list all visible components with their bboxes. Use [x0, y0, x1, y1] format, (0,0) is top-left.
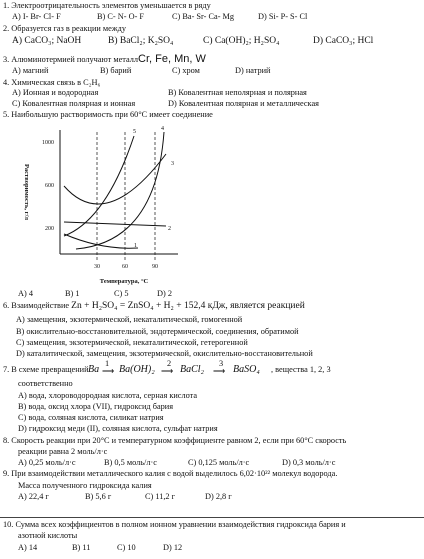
q7-scheme: [88, 360, 298, 378]
q7-arrow-label-3: 3: [219, 359, 224, 368]
q6-equation: Zn + H₂SO₄ = ZnSO₄ + H₂ + 152,4 кДж, является реакцией: [71, 301, 305, 311]
q10-option-a[interactable]: A) 14: [18, 543, 38, 552]
curve-label-2: 2: [168, 226, 171, 232]
q1-option-d[interactable]: D) Si- P- S- Cl: [258, 12, 308, 21]
chart-xtick-60: 60: [122, 264, 128, 270]
q4-option-d[interactable]: D) Ковалентная полярная и металлическая: [168, 99, 319, 108]
curve-4: [76, 132, 164, 249]
q4-option-b[interactable]: B) Ковалентная неполярная и полярная: [168, 88, 307, 97]
q2-text: 2. Образуется газ в реакции между: [3, 24, 126, 33]
q8-option-b[interactable]: B) 0,5 моль/л·с: [104, 458, 157, 467]
solubility-chart-svg: [16, 122, 186, 290]
q1-text: 1. Электроотрицательность элементов уменьшается в ряду: [3, 1, 211, 10]
q7-arrow-label-2: 2: [167, 359, 172, 368]
curve-2: [64, 222, 166, 226]
q3-text: [3, 54, 206, 65]
q7-arrow-3: ⟶: [213, 367, 225, 376]
q8-option-a[interactable]: A) 0,25 моль/л·с: [18, 458, 76, 467]
q5-text: 5. Наибольшую растворимость при 60°C имеет соединение: [3, 110, 213, 119]
q1-option-a[interactable]: A) I- Br- Cl- F: [12, 12, 61, 21]
q5-option-d[interactable]: D) 2: [157, 289, 172, 298]
chart-xlabel: Температура, °C: [99, 278, 149, 285]
q7-option-c[interactable]: C) вода, соляная кислота, силикат натрия: [18, 413, 164, 422]
q7-after: , вещества 1, 2, 3: [271, 365, 331, 374]
chart-ytick-200: 200: [45, 226, 54, 232]
q7-option-b[interactable]: B) вода, оксид хлора (VII), гидроксид бария: [18, 402, 174, 411]
q7-arrow-1: ⟶: [102, 367, 114, 376]
q6-option-a[interactable]: A) замещения, экзотермической, некаталитической, гомогенной: [16, 315, 243, 324]
q7-scheme-ba: Ba: [88, 364, 100, 375]
curve-label-1: 1: [134, 243, 137, 249]
curve-1: [64, 234, 138, 248]
q3-option-b[interactable]: B) барий: [100, 66, 132, 75]
q8-line1: 8. Скорость реакции при 20°C и температурном коэффициенте равном 2, если при 60°C скорость: [3, 436, 347, 445]
q9-line2: Масса полученного гидроксида калия: [18, 481, 152, 490]
q7-arrow-2: ⟶: [161, 367, 173, 376]
q10-option-c[interactable]: C) 10: [117, 543, 136, 552]
solubility-chart: [16, 122, 186, 290]
q9-line1: 9. При взаимодействии металлического калия с водой выделилось 6,02·10²² молекул водорода.: [3, 469, 338, 478]
q7-option-a[interactable]: A) вода, хлороводородная кислота, серная кислота: [18, 391, 198, 400]
chart-ytick-600: 600: [45, 183, 54, 189]
q6-option-d[interactable]: D) каталитической, замещения, экзотермической, окислительно-восстановительной: [16, 349, 313, 358]
q5-option-c[interactable]: C) 5: [114, 289, 129, 298]
q7-scheme-baoh2: Ba(OH)₂: [119, 364, 155, 375]
chart-xtick-30: 30: [94, 264, 100, 270]
q3-question: 3. Алюминотермией получают металл: [3, 55, 139, 64]
q6-option-c[interactable]: C) замещения, экзотермической, некаталитической, гетерогенной: [16, 338, 248, 347]
q9-option-d[interactable]: D) 2,8 г: [205, 492, 232, 501]
q6-question: 6. Взаимодействие: [3, 301, 70, 310]
q7-scheme-bacl2: BaCl₂: [180, 364, 205, 375]
q1-option-c[interactable]: C) Ba- Sr- Ca- Mg: [172, 12, 235, 21]
q7-text: [3, 366, 89, 374]
curve-label-4: 4: [161, 126, 164, 132]
q8-option-c[interactable]: C) 0,125 моль/л·с: [188, 458, 250, 467]
q10-line2: азотной кислоты: [18, 531, 78, 540]
q8-option-d[interactable]: D) 0,3 моль/л·с: [282, 458, 336, 467]
q4-option-c[interactable]: C) Ковалентная полярная и ионная: [12, 99, 136, 108]
q6-text: [3, 302, 305, 312]
q2-option-c[interactable]: C) Ca(OH)₂; H₂SO₄: [203, 36, 280, 46]
q2-option-d[interactable]: D) CaCO₃; HCl: [313, 36, 374, 46]
q3-option-d[interactable]: D) натрий: [235, 66, 271, 75]
q10-line1: 10. Сумма всех коэффициентов в полном ионном уравнении взаимодействия гидроксида бария и: [3, 520, 346, 529]
q3-metals: Cr, Fe, Mn, W: [138, 53, 206, 65]
divider: [0, 517, 424, 518]
q2-option-a[interactable]: A) CaCO₃; NaOH: [12, 36, 82, 46]
q9-option-b[interactable]: B) 5,6 г: [85, 492, 112, 501]
q2-option-b[interactable]: B) BaCl₂; K₂SO₄: [108, 36, 174, 46]
q1-option-b[interactable]: B) C- N- O- F: [97, 12, 145, 21]
q7-arrow-label-1: 1: [105, 359, 110, 368]
q9-option-a[interactable]: A) 22,4 г: [18, 492, 49, 501]
q9-option-c[interactable]: C) 11,2 г: [145, 492, 176, 501]
q7-question: 7. В схеме превращений: [3, 365, 89, 374]
q10-option-d[interactable]: D) 12: [163, 543, 183, 552]
q7-option-d[interactable]: D) гидроксид меди (II), соляная кислота, сульфат натрия: [18, 424, 218, 433]
chart-ylabel: Растворимость, г/л: [23, 163, 30, 221]
curve-label-5: 5: [133, 129, 136, 135]
q3-option-a[interactable]: A) магний: [12, 66, 49, 75]
chart-ytick-1000: 1000: [42, 140, 54, 146]
curve-label-3: 3: [171, 161, 174, 167]
chart-xtick-90: 90: [152, 264, 158, 270]
q6-option-b[interactable]: B) окислительно-восстановительной, эндотермической, соединения, обратимой: [16, 327, 299, 336]
q7-line2: соответственно: [18, 379, 73, 388]
q8-line2: реакции равна 2 моль/л·с: [18, 447, 108, 456]
q5-option-b[interactable]: B) 1: [65, 289, 80, 298]
q4-text: 4. Химическая связь в C₂H₆: [3, 78, 101, 87]
q4-option-a[interactable]: A) Ионная и водородная: [12, 88, 99, 97]
q5-option-a[interactable]: A) 4: [18, 289, 33, 298]
curve-3: [64, 154, 166, 204]
q7-scheme-baso4: BaSO₄: [233, 364, 260, 375]
q3-option-c[interactable]: C) хром: [172, 66, 200, 75]
curve-5: [64, 136, 134, 236]
q10-option-b[interactable]: B) 11: [72, 543, 91, 552]
